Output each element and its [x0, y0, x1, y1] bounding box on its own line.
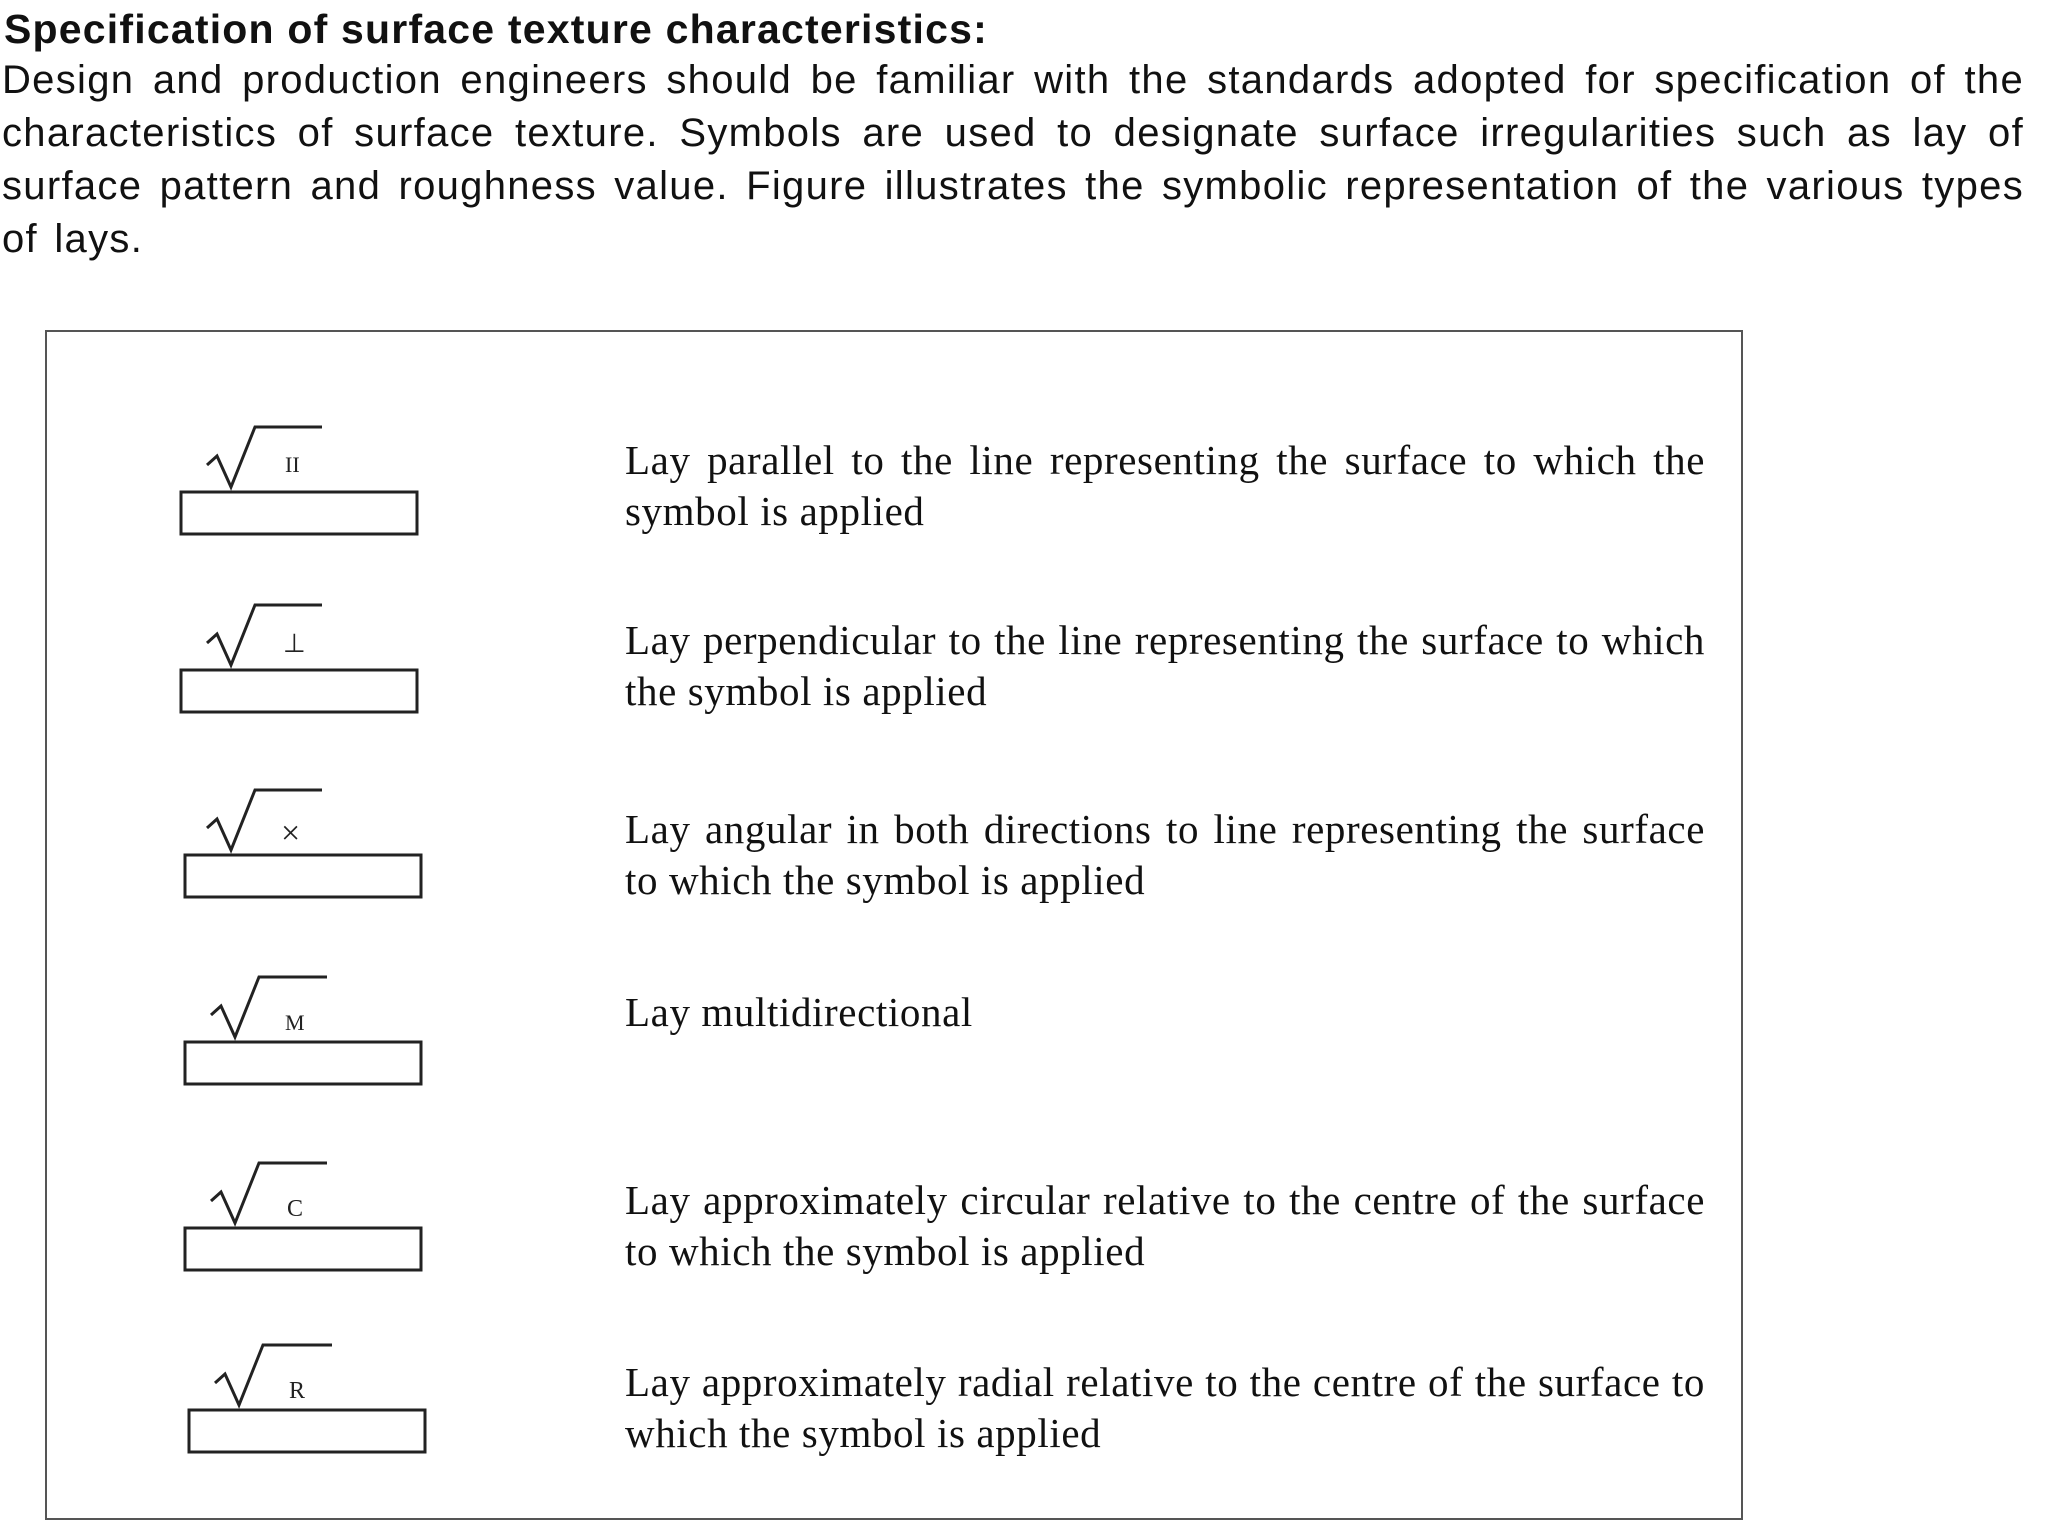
page-heading: Specification of surface texture characteristics: — [4, 6, 988, 52]
lay-symbol-letter: II — [285, 452, 300, 477]
lay-description: Lay parallel to the line representing the surface to which the symbol is applied — [625, 437, 1705, 534]
lay-symbol-letter: ⊥ — [283, 629, 306, 658]
intro-paragraph: Design and production engineers should be familiar with the standards adopted for specification of the characteristics of surface texture. Symbols are used to designate surface irregularities such as lay of surface pattern and roughness value. Figure illustrates the symbolic representation of the various types of lays. — [2, 58, 2024, 261]
lay-description: Lay multidirectional — [625, 989, 973, 1035]
lay-row-circular — [47, 1155, 1741, 1315]
lay-row-radial — [47, 1337, 1741, 1497]
lay-description: Lay approximately radial relative to the centre of the surface to which the symbol is applied — [625, 1359, 1705, 1456]
lay-symbol-letter: × — [281, 815, 301, 852]
lay-symbol-letter: R — [289, 1378, 306, 1404]
lay-description: Lay perpendicular to the line representing the surface to which the symbol is applied — [625, 617, 1705, 714]
lay-row-perpendicular — [47, 597, 1741, 757]
lay-description: Lay approximately circular relative to the centre of the surface to which the symbol is applied — [625, 1177, 1705, 1274]
lay-symbol-letter: M — [285, 1010, 305, 1035]
lay-symbols-figure — [45, 330, 1743, 1520]
lay-row-parallel — [47, 419, 1741, 579]
lay-perpendicular-symbol — [177, 597, 437, 727]
lay-description: Lay angular in both directions to line representing the surface to which the symbol is applied — [625, 806, 1705, 903]
lay-circular-symbol — [177, 1155, 437, 1285]
lay-multidirectional-symbol — [177, 969, 437, 1099]
lay-symbol-letter: C — [287, 1196, 304, 1222]
lay-angular-symbol — [177, 782, 437, 912]
lay-row-multidirectional — [47, 969, 1741, 1129]
lay-radial-symbol — [177, 1337, 437, 1467]
lay-parallel-symbol — [177, 419, 437, 549]
lay-row-angular — [47, 782, 1741, 942]
